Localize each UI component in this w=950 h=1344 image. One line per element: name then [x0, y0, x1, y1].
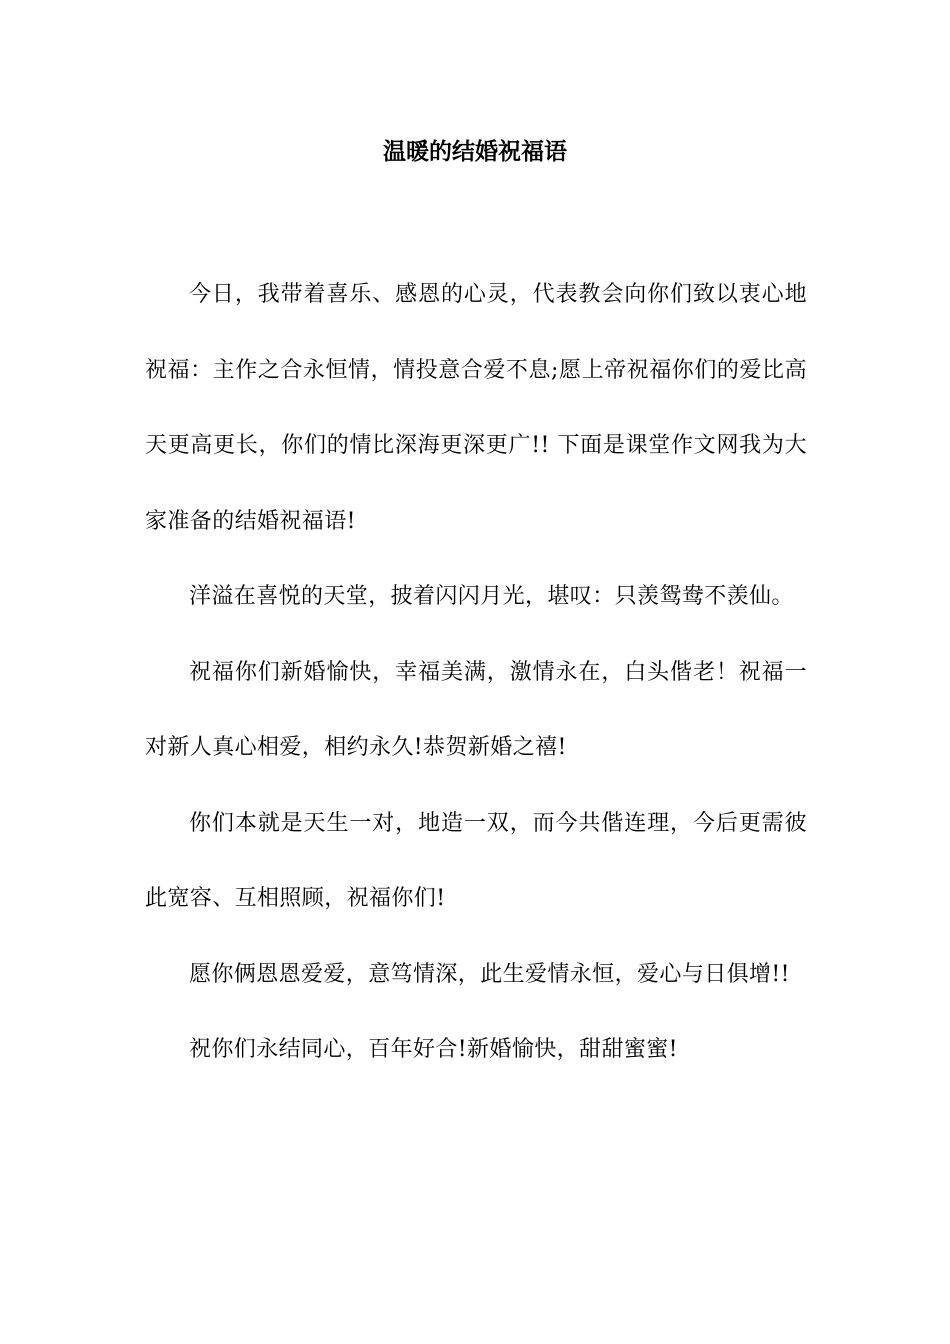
page-title: 温暖的结婚祝福语 — [383, 138, 567, 165]
paragraph-intro: 今日，我带着喜乐、感恩的心灵，代表教会向你们致以衷心地祝福：主作之合永恒情，情投意合爱不息;愿上帝祝福你们的爱比高天更高更长，你们的情比深海更深更广!! 下面是课堂作文网我为大家准备的结婚祝福语! — [145, 282, 807, 534]
paragraph-blessing-4: 愿你俩恩恩爱爱，意笃情深，此生爱情永恒，爱心与日俱增!! — [189, 961, 790, 987]
paragraph-blessing-2: 祝福你们新婚愉快，幸福美满，激情永在，白头偕老！祝福一对新人真心相爱，相约永久!恭贺新婚之禧! — [145, 659, 807, 760]
paragraph-blessing-1: 洋溢在喜悦的天堂，披着闪闪月光，堪叹：只羡鸳鸯不羡仙。 — [189, 584, 794, 609]
document-body — [145, 257, 807, 1088]
paragraph-blessing-5: 祝你们永结同心，百年好合!新婚愉快，甜甜蜜蜜! — [189, 1037, 678, 1062]
paragraph-blessing-3: 你们本就是天生一对，地造一双，而今共偕连理，今后更需彼此宽容、互相照顾，祝福你们! — [145, 810, 807, 911]
